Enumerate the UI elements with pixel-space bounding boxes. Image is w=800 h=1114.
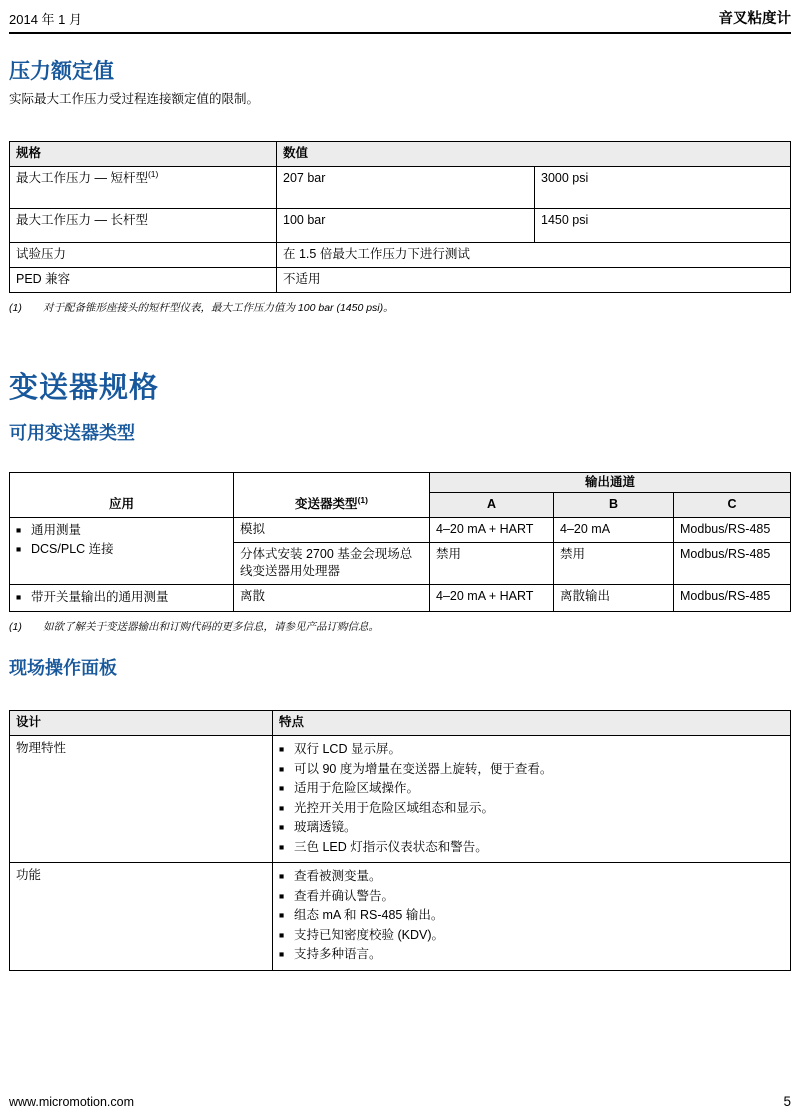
feature-text: 适用于危险区域操作。 (294, 781, 420, 795)
transmitter-footnote (9, 620, 791, 635)
channel-a-cell: 4–20 mA + HART (430, 585, 554, 612)
footnote-ref: (1) (147, 168, 159, 179)
feature-item (279, 945, 784, 965)
feature-item (279, 760, 784, 780)
column-header-channel-b: B (554, 493, 674, 518)
table-header-row (10, 711, 791, 736)
application-label: DCS/PLC 连接 (31, 542, 114, 556)
footnote-marker: (1) (9, 621, 22, 633)
feature-item (279, 799, 784, 819)
transmitter-type-cell: 分体式安装 2700 基金会现场总线变送器用处理器 (234, 543, 430, 585)
column-header-features: 特点 (273, 711, 791, 736)
column-header-application: 应用 (10, 473, 234, 518)
value-cell: 在 1.5 倍最大工作压力下进行测试 (277, 243, 791, 268)
pressure-intro-text: 实际最大工作压力受过程连接额定值的限制。 (9, 92, 260, 106)
column-header-label: 变送器类型 (295, 497, 358, 511)
table-row (10, 518, 791, 543)
metric-value-cell: 207 bar (277, 167, 535, 209)
column-header-channel-a: A (430, 493, 554, 518)
bullet-square-icon: ■ (279, 929, 285, 940)
pressure-ratings-table (9, 141, 791, 293)
application-item (16, 588, 227, 607)
table-row (10, 209, 791, 243)
channel-b-cell: 离散输出 (554, 585, 674, 612)
metric-value-cell: 100 bar (277, 209, 535, 243)
feature-text: 支持已知密度校验 (KDV)。 (294, 927, 445, 942)
application-label: 带开关量输出的通用测量 (31, 590, 169, 604)
column-header-design: 设计 (10, 711, 273, 736)
feature-item (279, 926, 784, 946)
bullet-square-icon: ■ (279, 783, 285, 793)
features-cell (273, 736, 791, 863)
bullet-square-icon: ■ (16, 592, 22, 602)
subsection-title-display-panel: 现场操作面板 (9, 658, 117, 678)
feature-item (279, 906, 784, 926)
bullet-square-icon: ■ (16, 544, 22, 554)
table-row (10, 736, 791, 863)
footnote-marker: (1) (9, 302, 22, 314)
table-row (10, 167, 791, 209)
application-cell (10, 585, 234, 612)
feature-item (279, 887, 784, 907)
application-cell (10, 518, 234, 585)
column-header-output-channels: 输出通道 (430, 473, 791, 493)
feature-text: 双行 LCD 显示屏。 (294, 742, 401, 756)
footnote-ref: (1) (357, 494, 368, 505)
feature-text: 可以 90 度为增量在变送器上旋转，便于查看。 (294, 761, 553, 776)
feature-text: 三色 LED 灯指示仪表状态和警告。 (294, 839, 488, 854)
display-panel-table (9, 710, 791, 971)
table-row (10, 243, 791, 268)
bullet-square-icon: ■ (279, 763, 285, 774)
transmitter-type-cell: 模拟 (234, 518, 430, 543)
channel-c-cell: Modbus/RS-485 (674, 518, 791, 543)
channel-a-cell: 4–20 mA + HART (430, 518, 554, 543)
header-doc-title: 音叉粘度计 (718, 11, 791, 27)
transmitter-types-table (9, 472, 791, 612)
header-date: 2014 年 1 月 (9, 12, 82, 27)
imperial-value-cell: 3000 psi (535, 167, 791, 209)
pressure-footnote (9, 301, 791, 316)
transmitter-type-cell: 离散 (234, 585, 430, 612)
footer-page-number: 5 (783, 1094, 791, 1109)
column-header-transmitter-type (234, 473, 430, 518)
channel-c-cell: Modbus/RS-485 (674, 585, 791, 612)
table-header-row (10, 142, 791, 167)
spec-label-cell: 最大工作压力 — 长杆型 (10, 209, 277, 243)
features-cell (273, 863, 791, 971)
footer-website-link[interactable]: www.micromotion.com (9, 1095, 135, 1109)
table-row (10, 863, 791, 971)
feature-text: 光控开关用于危险区域组态和显示。 (294, 800, 495, 815)
application-item (16, 540, 227, 559)
design-label-cell: 功能 (10, 863, 273, 971)
bullet-square-icon: ■ (279, 871, 285, 881)
table-header-row (10, 473, 791, 493)
bullet-square-icon: ■ (16, 525, 22, 535)
feature-item (279, 740, 784, 760)
column-header-channel-c: C (674, 493, 791, 518)
bullet-square-icon: ■ (279, 744, 285, 754)
spec-label: 最大工作压力 — 短杆型 (16, 171, 148, 185)
feature-text: 玻璃透镜。 (294, 820, 357, 834)
column-header-spec: 规格 (10, 142, 277, 167)
feature-item (279, 779, 784, 799)
bullet-square-icon: ■ (279, 910, 285, 920)
column-header-value: 数值 (277, 142, 791, 167)
feature-text: 查看被测变量。 (294, 869, 382, 883)
feature-item (279, 867, 784, 887)
feature-item (279, 818, 784, 838)
feature-text: 查看并确认警告。 (294, 888, 395, 903)
spec-label-cell: PED 兼容 (10, 268, 277, 293)
table-row (10, 585, 791, 612)
spec-label-cell: 试验压力 (10, 243, 277, 268)
channel-a-cell: 禁用 (430, 543, 554, 585)
footnote-text: 对于配备锥形座接头的短杆型仪表，最大工作压力值为 100 bar (1450 psi)。 (43, 302, 394, 314)
imperial-value-cell: 1450 psi (535, 209, 791, 243)
subsection-title-transmitter-types: 可用变送器类型 (9, 423, 135, 443)
application-label: 通用测量 (31, 523, 82, 537)
page-header (9, 0, 791, 34)
bullet-square-icon: ■ (279, 822, 285, 832)
design-label-cell: 物理特性 (10, 736, 273, 863)
channel-b-cell: 禁用 (554, 543, 674, 585)
value-cell: 不适用 (277, 268, 791, 293)
channel-b-cell: 4–20 mA (554, 518, 674, 543)
page-footer (9, 1094, 791, 1109)
bullet-square-icon: ■ (279, 841, 285, 852)
application-item (16, 521, 227, 540)
bullet-square-icon: ■ (279, 802, 285, 813)
spec-label-cell (10, 167, 277, 209)
feature-text: 支持多种语言。 (294, 947, 382, 961)
feature-text: 组态 mA 和 RS-485 输出。 (294, 908, 444, 922)
bullet-square-icon: ■ (279, 890, 285, 901)
bullet-square-icon: ■ (279, 949, 285, 959)
section-title-transmitter-specs: 变送器规格 (9, 372, 160, 404)
table-row (10, 268, 791, 293)
feature-item (279, 838, 784, 858)
footnote-text: 如欲了解关于变送器输出和订购代码的更多信息，请参见产品订购信息。 (43, 621, 379, 633)
section-title-pressure-ratings: 压力额定值 (9, 60, 114, 83)
channel-c-cell: Modbus/RS-485 (674, 543, 791, 585)
